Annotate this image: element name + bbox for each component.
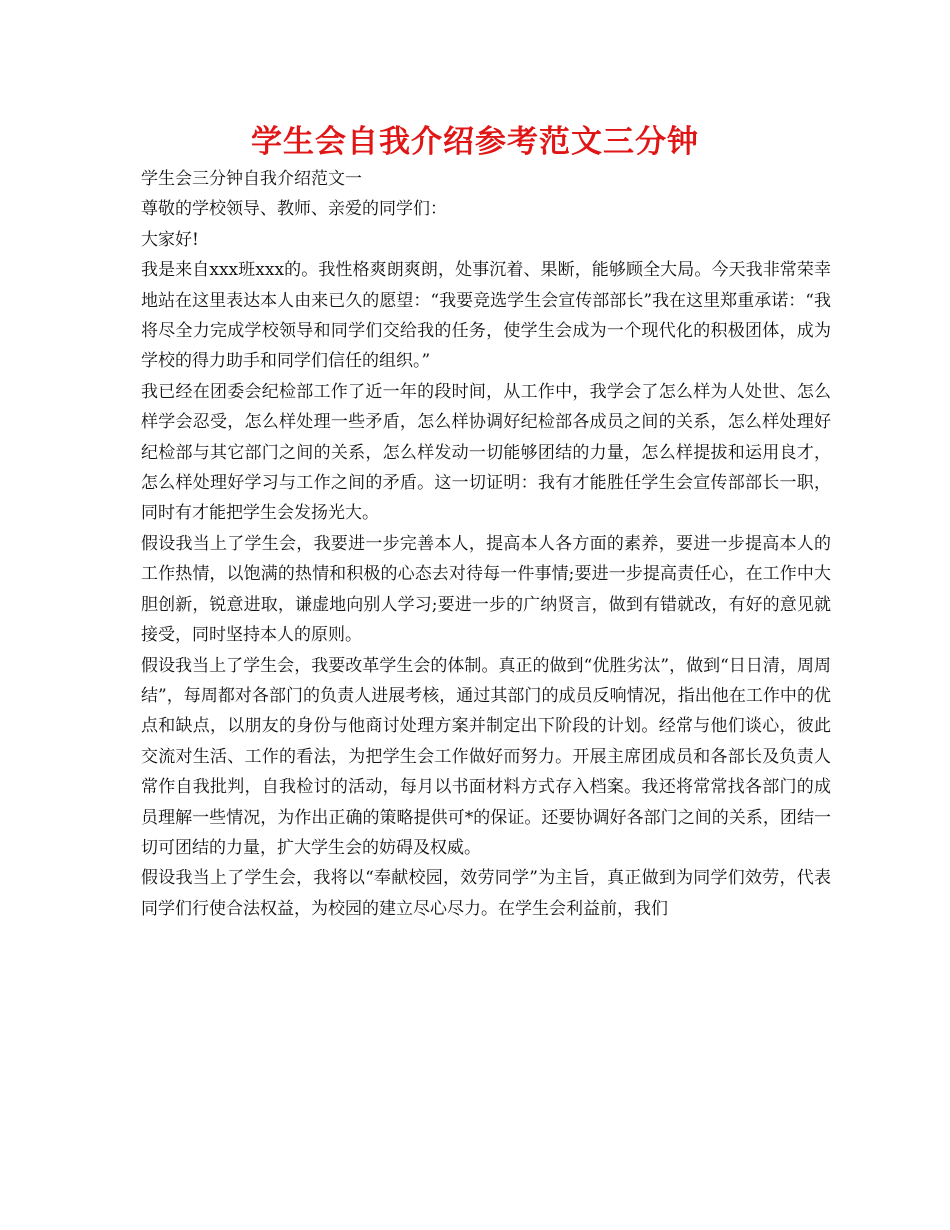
paragraph-experience: 我已经在团委会纪检部工作了近一年的段时间，从工作中，我学会了怎么样为人处世、怎么样学会忍受，怎么样处理一些矛盾，怎么样协调好纪检部各成员之间的关系，怎么样处理好纪检部与其它部门之间的关系，怎么样发动一切能够团结的力量，怎么样提拔和运用良才，怎么样处理好学习与工作之间的矛盾。这一切证明：我有才能胜任学生会宣传部部长一职，同时有才能把学生会发扬光大。 bbox=[141, 381, 831, 524]
paragraph-self-improvement: 假设我当上了学生会，我要进一步完善本人，提高本人各方面的素养，要进一步提高本人的工作热情，以饱满的热情和积极的心态去对待每一件事情;要进一步提高责任心，在工作中大胆创新，锐意进取，谦虚地向别人学习;要进一步的广纳贤言，做到有错就改，有好的意见就接受，同时坚持本人的原则。 bbox=[141, 533, 831, 646]
paragraph-service: 假设我当上了学生会，我将以“奉献校园，效劳同学”为主旨，真正做到为同学们效劳，代表同学们行使合法权益，为校园的建立尽心尽力。在学生会利益前，我们 bbox=[141, 868, 831, 919]
document-title: 学生会自我介绍参考范文三分钟 bbox=[251, 124, 699, 160]
document-body bbox=[141, 164, 831, 924]
section-heading: 学生会三分钟自我介绍范文一 bbox=[141, 169, 362, 189]
paragraph-intro: 我是来自xxx班xxx的。我性格爽朗爽朗，处事沉着、果断，能够顾全大局。今天我非常荣幸地站在这里表达本人由来已久的愿望：“我要竞选学生会宣传部部长”我在这里郑重承诺：“我将尽全力完成学校领导和同学们交给我的任务，使学生会成为一个现代化的积极团体，成为学校的得力助手和同学们信任的组织。” bbox=[141, 260, 831, 372]
greeting: 大家好! bbox=[141, 229, 199, 250]
salutation: 尊敬的学校领导、教师、亲爱的同学们： bbox=[141, 199, 447, 220]
paragraph-reform: 假设我当上了学生会，我要改革学生会的体制。真正的做到“优胜劣汰”，做到“日日清，周周结”，每周都对各部门的负责人进展考核，通过其部门的成员反响情况，指出他在工作中的优点和缺点，以朋友的身份与他商讨处理方案并制定出下阶段的计划。经常与他们谈心，彼此交流对生活、工作的看法，为把学生会工作做好而努力。开展主席团成员和各部长及负责人常作自我批判，自我检讨的活动，每月以书面材料方式存入档案。我还将常常找各部门的成员理解一些情况，为作出正确的策略提供可*的保证。还要协调好各部门之间的关系，团结一切可团结的力量，扩大学生会的妨碍及权威。 bbox=[141, 655, 831, 858]
